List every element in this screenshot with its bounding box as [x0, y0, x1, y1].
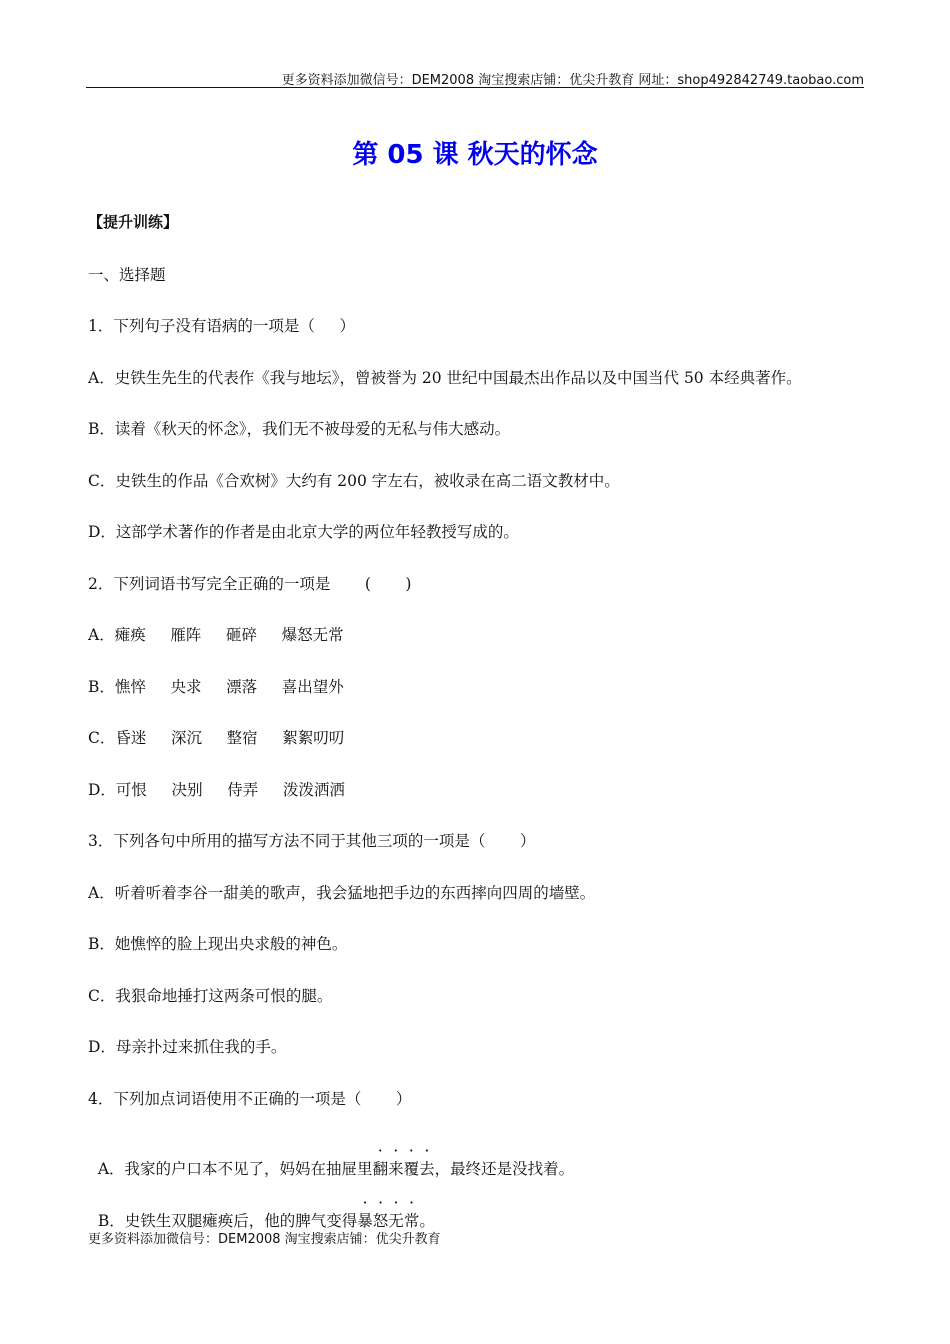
- question-3-option-b: B．她憔悴的脸上现出央求般的神色。: [88, 935, 348, 953]
- part-heading: 一、选择题: [88, 266, 166, 284]
- question-2-option-d: D．可恨 决别 侍弄 泼泼洒洒: [88, 781, 345, 799]
- dotted-char: 常: [403, 1212, 420, 1230]
- question-2-option-b: B．憔悴 央求 漂落 喜出望外: [88, 678, 344, 696]
- dotted-char: 无: [388, 1212, 404, 1230]
- question-2-option-a: A．瘫痪 雁阵 砸碎 爆怒无常: [88, 626, 344, 644]
- section-heading: 【提升训练】: [88, 213, 179, 231]
- question-4-stem: 4．下列加点词语使用不正确的一项是（ ）: [88, 1090, 412, 1108]
- option-a-text-after: ，最终还是没找着。: [434, 1160, 575, 1178]
- dotted-char: 翻: [372, 1160, 389, 1178]
- dotted-word-a: [373, 1160, 435, 1178]
- question-3-option-c: C．我狠命地捶打这两条可恨的腿。: [88, 987, 333, 1005]
- question-1-stem: 1．下列句子没有语病的一项是（ ）: [88, 317, 355, 335]
- question-2-option-c: C．昏迷 深沉 整宿 絮絮叨叨: [88, 729, 345, 747]
- dotted-char: 去: [419, 1160, 435, 1178]
- question-3-option-d: D．母亲扑过来抓住我的手。: [88, 1038, 287, 1056]
- question-4-option-b: [88, 1191, 435, 1231]
- question-1-option-c: C．史铁生的作品《合欢树》大约有 200 字左右，被收录在高二语文教材中。: [88, 472, 620, 490]
- option-b-text-before: B．史铁生双腿瘫痪后，他的脾气变得: [97, 1212, 358, 1230]
- page-footer: 更多资料添加微信号：DEM2008 淘宝搜索店铺：优尖升教育: [88, 1232, 441, 1247]
- dotted-char: 暴: [357, 1212, 373, 1230]
- question-1-option-b: B．读着《秋天的怀念》，我们无不被母爱的无私与伟大感动。: [88, 420, 511, 438]
- question-3-option-a: A．听着听着李谷一甜美的歌声，我会猛地把手边的东西摔向四周的墙壁。: [88, 884, 596, 902]
- option-a-text-before: A．我家的户口本不见了，妈妈在抽屉里: [97, 1160, 373, 1178]
- question-2-stem: 2．下列词语书写完全正确的一项是 ( ): [88, 575, 412, 593]
- question-1-option-a: A．史铁生先生的代表作《我与地坛》，曾被誉为 20 世纪中国最杰出作品以及中国当代 50 本经典著作。: [88, 369, 802, 387]
- header-divider: [86, 87, 864, 88]
- question-3-stem: 3．下列各句中所用的描写方法不同于其他三项的一项是（ ）: [88, 832, 536, 850]
- page-header: 更多资料添加微信号：DEM2008 淘宝搜索店铺：优尖升教育 网址：shop492842749.taobao.com: [281, 73, 864, 88]
- dotted-char: 怒: [372, 1212, 389, 1230]
- question-4-option-a: [88, 1139, 574, 1179]
- dotted-char: 覆: [403, 1160, 420, 1178]
- dotted-char: 来: [388, 1160, 404, 1178]
- option-b-text-after: 。: [419, 1212, 435, 1230]
- page-title: 第 05 课 秋天的怀念: [352, 140, 598, 170]
- question-1-option-d: D．这部学术著作的作者是由北京大学的两位年轻教授写成的。: [88, 523, 519, 541]
